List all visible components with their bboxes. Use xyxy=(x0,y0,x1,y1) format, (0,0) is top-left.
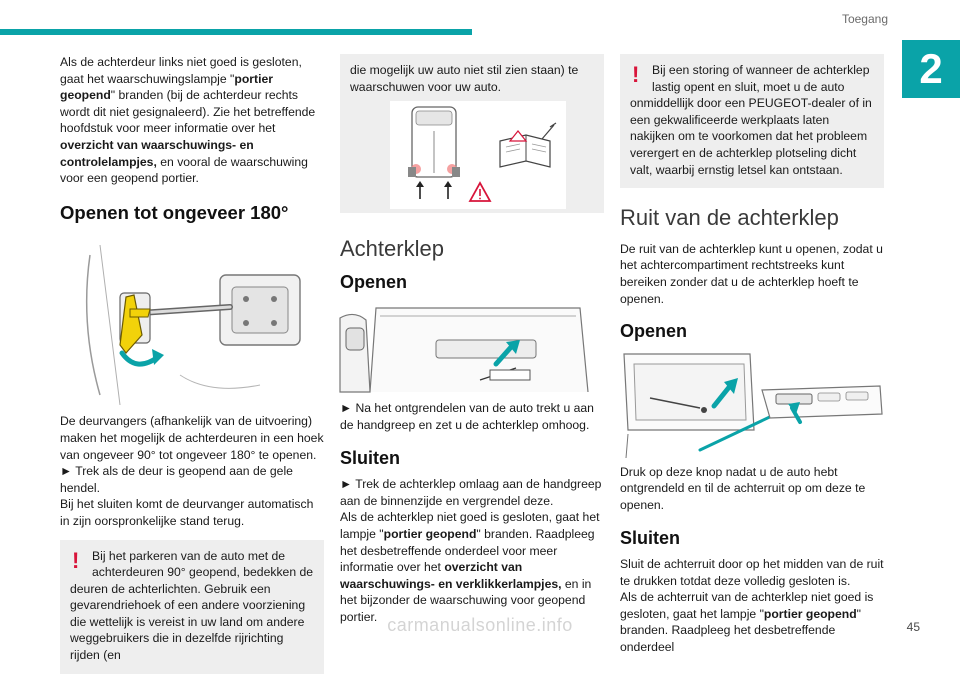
warning-text-first: Bij het parkeren van de auto met de achterdeuren 90° geopend, bedekken de xyxy=(92,548,314,580)
section-title-open-180: Openen tot ongeveer 180° xyxy=(60,201,289,223)
subsection-close: Sluiten xyxy=(620,527,681,548)
subsection-open: Openen xyxy=(620,321,688,342)
warning-text-rest: deuren de achterlichten. Gebruik een gevarendriehoek of een andere voorziening die wettelijk is vereist in uw land om andere weggebruikers die in dezelfde rijrichting rijden (en xyxy=(70,581,306,663)
step-paragraph-1: ► Trek als de deur is geopend aan de gele hendel. xyxy=(60,464,293,495)
rear-window-close-text: Sluit de achterruit door op het midden van de ruit te drukken totdat deze volledig gesloten is. xyxy=(620,557,884,588)
warning-text-rest: onmiddellijk door een PEUGEOT-dealer of in een gekwalificeerde werkplaats laten nakijken om te voorkomen dat het probleem verergert en de achterklep plotseling dicht valt, waarbij ernstig letsel kan ontstaan. xyxy=(630,96,872,177)
tailgate-open-illustration xyxy=(340,300,604,392)
rear-window-open-text: Druk op deze knop nadat u de auto hebt ontgrendeld en til de achterruit op om deze te openen. xyxy=(620,464,866,512)
body-paragraph-1: De deurvangers (afhankelijk van de uitvoering) maken het mogelijk de achterdeuren in een hoek van ongeveer 90° tot ongeveer 180° te openen. xyxy=(60,414,324,462)
page-header-title: Toegang xyxy=(841,12,888,26)
warning-box-parking xyxy=(60,540,324,674)
chapter-number-tab: 2 xyxy=(902,40,960,98)
warning-box-malfunction xyxy=(620,54,884,188)
tailgate-close-paragraph: Als de achterklep niet goed is gesloten, gaat het lampje "portier geopend" branden. Raadpleeg het desbetreffende onderdeel voor meer informatie over het overzicht van waarschuwings- en verklikkerlampjes, en in het bijzonder de waarschuwing voor geopend portier. xyxy=(340,510,600,624)
warning-text-first: Bij een storing of wanneer de achterklep lastig opent en sluit, moet u de auto xyxy=(652,63,870,94)
vehicle-warning-illustration xyxy=(350,101,594,209)
warning-box-continued xyxy=(340,54,604,213)
column-2 xyxy=(340,54,604,626)
warning-continued-text: die mogelijk uw auto niet stil zien staan) te waarschuwen voor uw auto. xyxy=(350,63,579,94)
page-number: 45 xyxy=(906,620,920,634)
body-paragraph-2: Bij het sluiten komt de deurvanger automatisch in zijn oorspronkelijke stand terug. xyxy=(60,497,314,528)
warning-exclamation-icon: ! xyxy=(632,62,640,87)
tailgate-close-step: ► Trek de achterklep omlaag aan de handgreep aan de binnenzijde en vergrendel deze. xyxy=(340,477,602,508)
subsection-open: Openen xyxy=(340,271,408,292)
column-3 xyxy=(620,54,884,656)
subsection-close: Sluiten xyxy=(340,447,401,468)
column-1 xyxy=(60,54,324,674)
rear-window-open-illustration xyxy=(620,350,884,458)
watermark: carmanualsonline.info xyxy=(387,615,573,635)
chapter-title-rear-window: Ruit van de achterklep xyxy=(620,205,839,231)
intro-paragraph: Als de achterdeur links niet goed is gesloten, gaat het waarschuwingslampje "portier geopend" branden (bij de achterdeur rechts wordt dit niet gesignaleerd). Zie het betreffende hoofdstuk voor meer informatie over het overzicht van waarschuwings- en controlelampjes, en vooral de waarschuwing voor een geopend portier. xyxy=(60,55,316,186)
warning-exclamation-icon: ! xyxy=(72,547,80,573)
door-check-illustration xyxy=(60,235,324,405)
rear-window-close-paragraph: Als de achterruit van de achterklep niet goed is gesloten, gaat het lampje "portier geopend" branden. Raadpleeg het desbetreffende onderdeel xyxy=(620,590,874,655)
chapter-title-tailgate: Achterklep xyxy=(340,236,444,262)
header-accent-bar xyxy=(0,29,472,35)
rear-window-intro: De ruit van de achterklep kunt u openen, zodat u het achtercompartiment rechtstreeks kunt bereiken zonder dat u de achterklep hoeft te openen. xyxy=(620,241,883,306)
tailgate-open-step: ► Na het ontgrendelen van de auto trekt u aan de handgreep en zet u de achterklep omhoog. xyxy=(340,401,594,432)
